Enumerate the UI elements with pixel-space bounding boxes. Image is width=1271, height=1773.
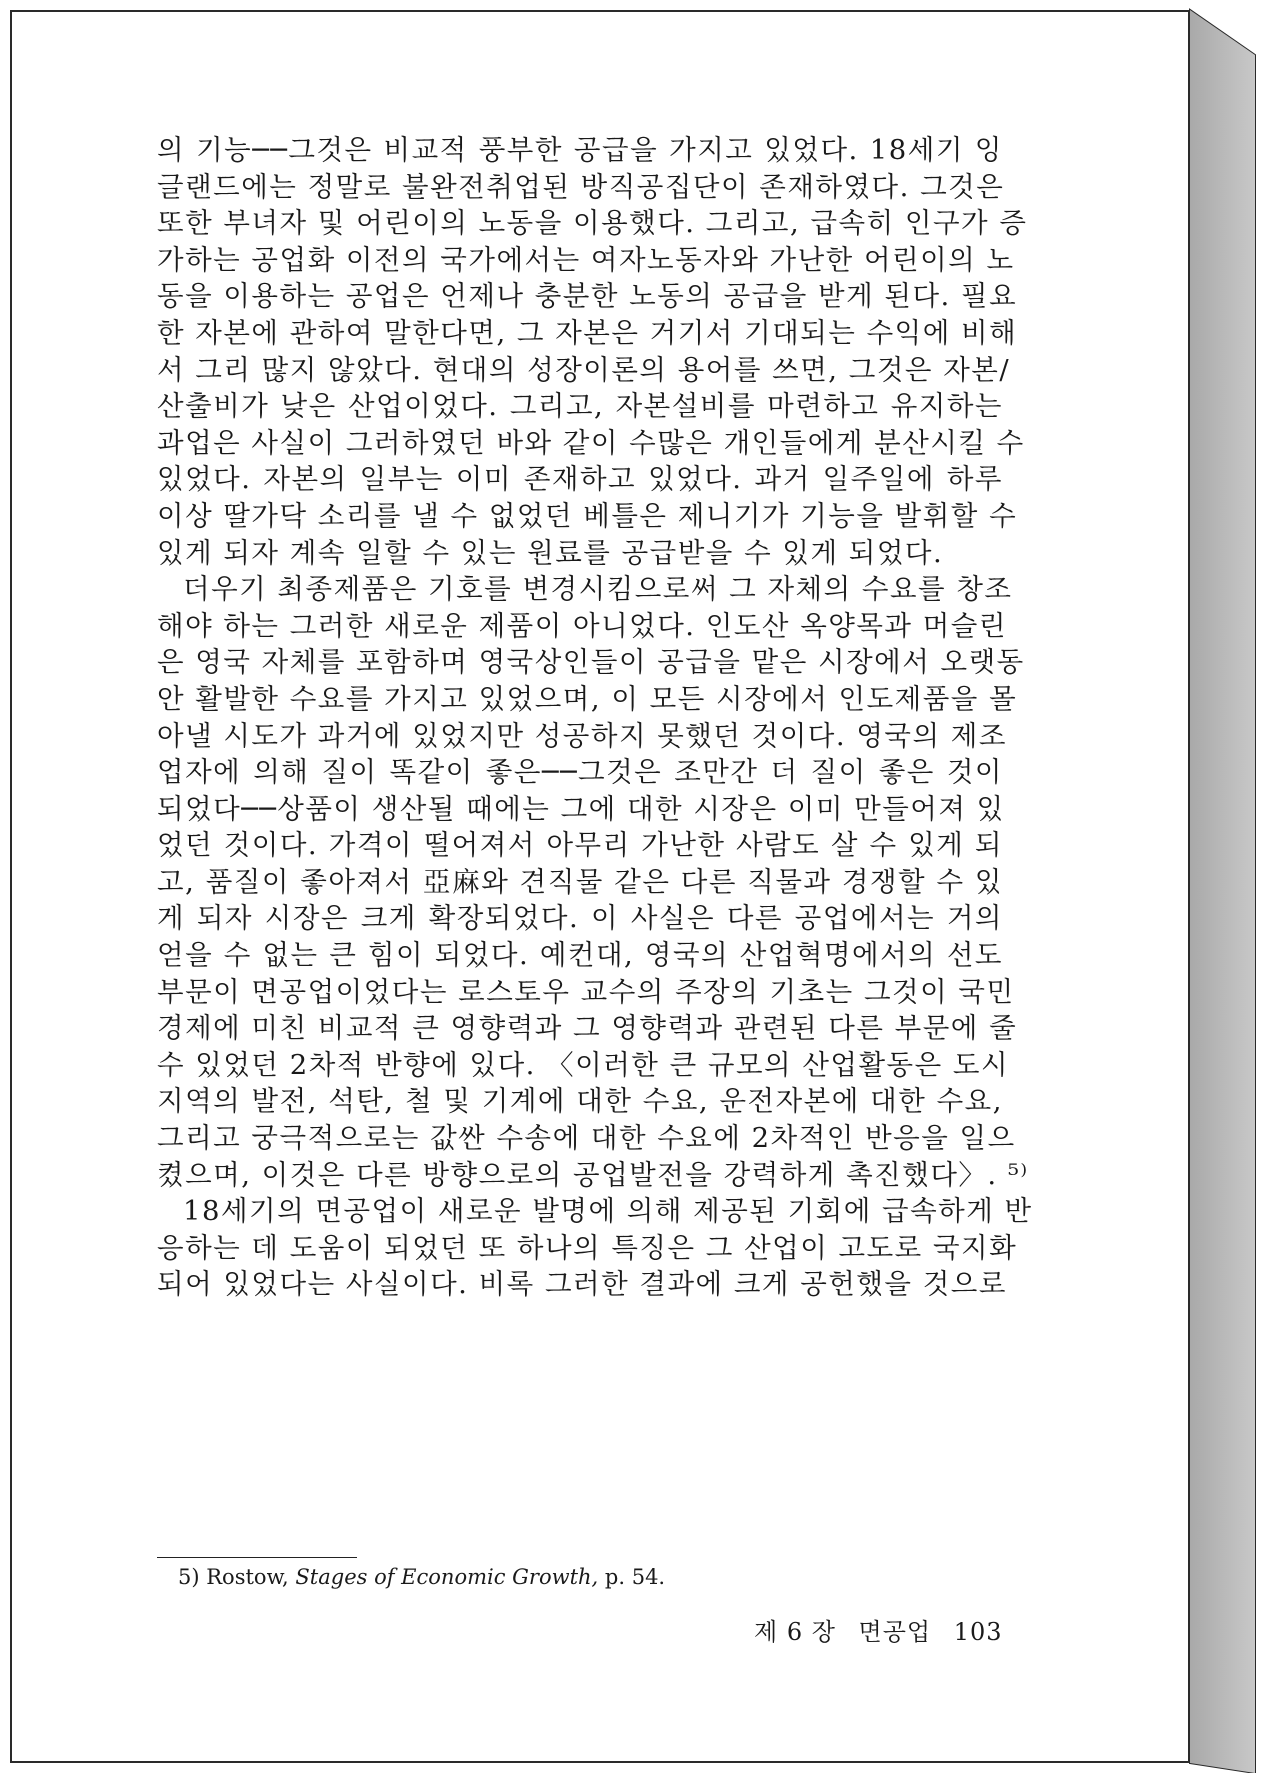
text-line: 되었다──상품이 생산될 때에는 그에 대한 시장은 이미 만들어져 있 [157,792,1005,825]
text-line: 서 그리 많지 않았다. 현대의 성장이론의 용어를 쓰면, 그것은 자본/ [157,353,1011,386]
text-line: 은 영국 자체를 포함하며 영국상인들이 공급을 맡은 시장에서 오랫동 [157,646,1025,679]
text-line: 지역의 발전, 석탄, 철 및 기계에 대한 수요, 운전자본에 대한 수요, [157,1085,1003,1118]
paragraph-2 [157,571,1029,1193]
text-line: 게 되자 시장은 크게 확장되었다. 이 사실은 다른 공업에서는 거의 [157,902,1003,935]
footnote-title: Stages of Economic Growth, [295,1565,599,1589]
text-line: 응하는 데 도움이 되었던 또 하나의 특징은 그 산업이 고도로 국지화 [157,1231,1018,1264]
text-line: 또한 부녀자 및 어린이의 노동을 이용했다. 그리고, 급속히 인구가 증 [157,207,1028,240]
text-line: 더우기 최종제품은 기호를 변경시킴으로써 그 자체의 수요를 창조 [183,573,1013,606]
text-line: 업자에 의해 질이 똑같이 좋은──그것은 조만간 더 질이 좋은 것이 [157,756,1003,789]
text-line: 그리고 궁극적으로는 값싼 수송에 대한 수요에 2차적인 반응을 일으 [157,1122,1016,1155]
text-line: 고, 품질이 좋아져서 亞麻와 견직물 같은 다른 직물과 경쟁할 수 있 [157,865,1003,898]
text-line: 었던 것이다. 가격이 떨어져서 아무리 가난한 사람도 살 수 있게 되 [157,829,1003,862]
paragraph-3 [157,1193,1033,1302]
text-line: 과업은 사실이 그러하였던 바와 같이 수많은 개인들에게 분산시킬 수 [157,426,1025,459]
text-line: 경제에 미친 비교적 큰 영향력과 그 영향력과 관련된 다른 부문에 줄 [157,1012,1018,1045]
text-line: 얻을 수 없는 큰 힘이 되었다. 예컨대, 영국의 산업혁명에서의 선도 [157,939,1003,972]
text-line: 켰으며, 이것은 다른 방향으로의 공업발전을 강력하게 촉진했다〉. ⁵⁾ [157,1158,1029,1191]
footnote-page: p. 54. [604,1565,666,1589]
text-line: 한 자본에 관하여 말한다면, 그 자본은 거기서 기대되는 수익에 비해 [157,316,1018,349]
text-line: 산출비가 낮은 산업이었다. 그리고, 자본설비를 마련하고 유지하는 [157,390,1003,423]
text-line: 이상 딸가닥 소리를 낼 수 없었던 베틀은 제니기가 기능을 발휘할 수 [157,499,1018,532]
text-line: 있게 되자 계속 일할 수 있는 원료를 공급받을 수 있게 되었다. [157,536,944,569]
text-line: 동을 이용하는 공업은 언제나 충분한 노동의 공급을 받게 된다. 필요 [157,280,1018,313]
footnote [178,1565,665,1589]
text-line: 의 기능──그것은 비교적 풍부한 공급을 가지고 있었다. 18세기 잉 [157,134,1003,166]
text-line: 수 있었던 2차적 반향에 있다. 〈이러한 큰 규모의 산업활동은 도시 [157,1048,1010,1081]
text-line: 가하는 공업화 이전의 국가에서는 여자노동자와 가난한 어린이의 노 [157,243,1015,276]
text-line: 있었다. 자본의 일부는 이미 존재하고 있었다. 과거 일주일에 하루 [157,463,1003,496]
text-line: 해야 하는 그러한 새로운 제품이 아니었다. 인도산 옥양목과 머슬린 [157,609,1007,642]
chapter-title: 면공업 [858,1618,932,1646]
chapter-label: 제 6 장 [754,1618,836,1646]
text-line: 되어 있었다는 사실이다. 비록 그러한 결과에 크게 공헌했을 것으로 [157,1268,1007,1301]
body-text [157,132,1033,1303]
text-line: 부문이 면공업이었다는 로스토우 교수의 주장의 기초는 그것이 국민 [157,975,1015,1008]
paragraph-1 [157,132,1028,571]
text-line: 18세기의 면공업이 새로운 발명에 의해 제공된 기회에 급속하게 반 [183,1195,1033,1228]
text-line: 글랜드에는 정말로 불완전취업된 방직공집단이 존재하였다. 그것은 [157,170,1005,203]
page-number: 103 [953,1618,1003,1646]
running-footer [740,1612,1003,1647]
footnote-number: 5) [178,1565,200,1589]
text-line: 아낼 시도가 과거에 있었지만 성공하지 못했던 것이다. 영국의 제조 [157,719,1007,752]
footnote-rule [157,1557,357,1558]
text-line: 안 활발한 수요를 가지고 있었으며, 이 모든 시장에서 인도제품을 몰 [157,682,1018,715]
footnote-author: Rostow, [206,1565,289,1589]
